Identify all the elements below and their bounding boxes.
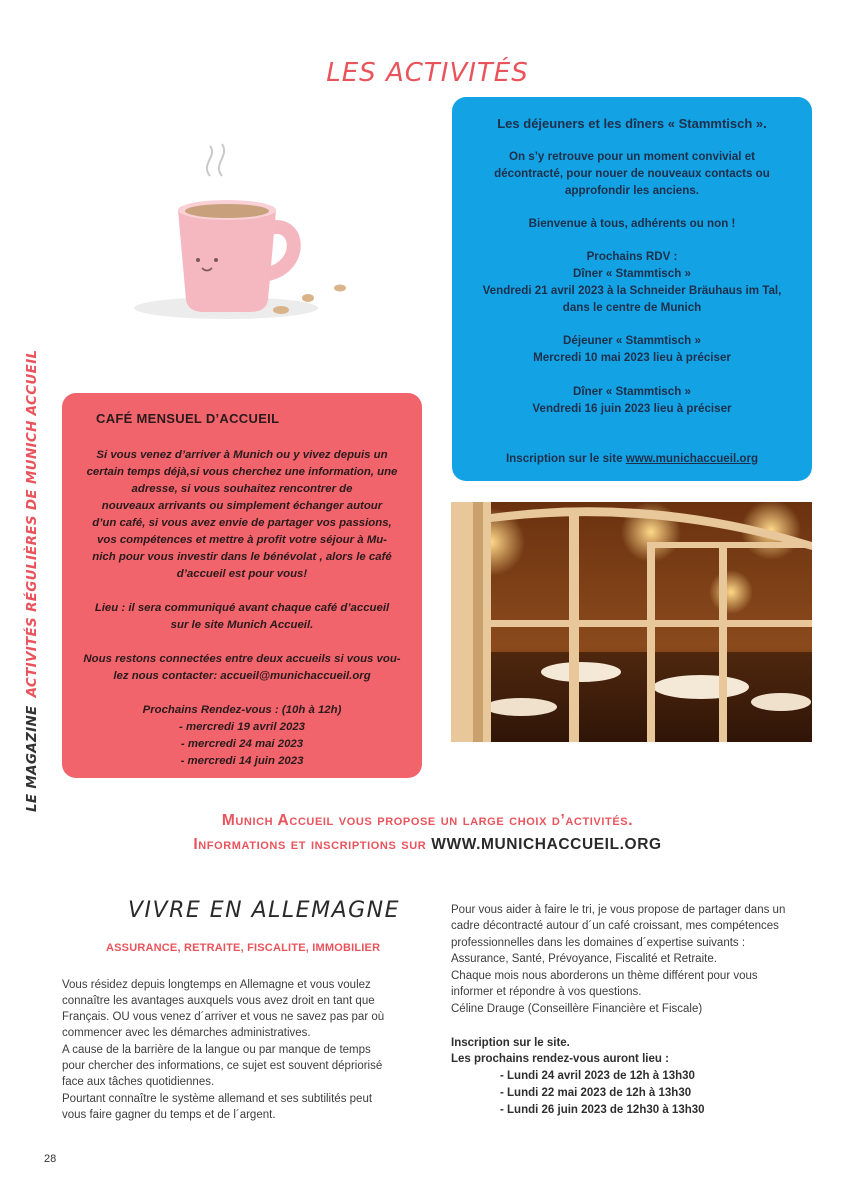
cafe-box: [62, 393, 422, 778]
stammtisch-line: On s’y retrouve pour un moment convivial et: [508, 150, 756, 163]
cafe-line: vos compétences et mettre à profit votre séjour à Mu-: [97, 534, 387, 546]
body-line: Pourtant connaître le système allemand et ses subtilités peut: [62, 1093, 373, 1105]
inscription-note: Inscription sur le site.: [451, 1037, 570, 1049]
cafe-line: nich pour vous investir dans le bénévolat , alors le café: [92, 551, 392, 563]
meeting-date: - Lundi 24 avril 2023 de 12h à 13h30: [500, 1070, 695, 1082]
body-line: professionnelles dans les domaines d´expertise suivants :: [451, 937, 746, 949]
inscription-prefix: Inscription sur le site: [505, 452, 626, 465]
body-line: Vous résidez depuis longtemps en Allemagne et vous voulez: [62, 979, 371, 991]
stammtisch-line: Vendredi 16 juin 2023 lieu à préciser: [532, 402, 732, 415]
body-line: Chaque mois nous aborderons un thème différent pour vous: [451, 970, 758, 982]
coffee-mug-illustration: [118, 140, 358, 330]
meeting-date: - Lundi 26 juin 2023 de 12h30 à 13h30: [500, 1104, 705, 1116]
cafe-line: d’accueil est pour vous!: [176, 568, 308, 580]
stammtisch-line: Prochains RDV :: [586, 250, 678, 263]
section-subtitle: ASSURANCE, RETRAITE, FISCALITE, IMMOBILIER: [106, 942, 381, 954]
meeting-date: - Lundi 22 mai 2023 de 12h à 13h30: [500, 1087, 692, 1099]
stammtisch-line: approfondir les anciens.: [564, 184, 699, 197]
body-line: commencer avec les démarches administratives.: [62, 1027, 311, 1039]
side-label-main: LE MAGAZINE: [24, 705, 40, 812]
body-line: Pour vous aider à faire le tri, je vous propose de partager dans un: [451, 904, 786, 916]
stammtisch-line: Bienvenue à tous, adhérents ou non !: [528, 217, 736, 230]
stammtisch-line: dans le centre de Munich: [562, 301, 702, 314]
stammtisch-line: décontracté, pour nouer de nouveaux contacts ou: [494, 167, 770, 180]
stammtisch-box: [452, 97, 812, 481]
cafe-line: nouveaux arrivants ou simplement échanger autour: [101, 500, 383, 512]
cafe-line: d’un café, si vous avez envie de partager vos passions,: [92, 517, 392, 529]
stammtisch-title: Les déjeuners et les dîners « Stammtisch ».: [497, 116, 767, 131]
page-title: LES ACTIVITÉS: [326, 58, 529, 88]
body-line: Céline Drauge (Conseillère Financière et Fiscale): [451, 1003, 703, 1015]
body-line: Assurance, Santé, Prévoyance, Fiscalité et Retraite.: [451, 953, 717, 965]
section-title: VIVRE EN ALLEMAGNE: [128, 898, 401, 923]
stammtisch-line: Vendredi 21 avril 2023 à la Schneider Bräuhaus im Tal,: [482, 284, 782, 297]
stammtisch-line: Dîner « Stammtisch »: [573, 385, 691, 398]
cafe-line: Prochains Rendez-vous : (10h à 12h): [142, 704, 342, 716]
promo-line-2: [0, 836, 855, 854]
body-line: pour chercher des informations, ce sujet est souvent dépriorisé: [62, 1060, 383, 1072]
next-meetings-label: Les prochains rendez-vous auront lieu :: [451, 1053, 669, 1065]
body-line: connaître les avantages auxquels vous avez droit en tant que: [62, 995, 375, 1007]
promo-website[interactable]: WWW.MUNICHACCUEIL.ORG: [431, 836, 662, 853]
cafe-line: adresse, si vous souhaitez rencontrer de: [131, 483, 353, 495]
promo-line-1: Munich Accueil vous propose un large choix d’activités.: [221, 812, 634, 829]
body-line: Français. OU vous venez d´arriver et vous ne savez pas par où: [62, 1011, 385, 1023]
side-label: [24, 349, 48, 812]
cafe-line: certain temps déjà,si vous cherchez une information, une: [86, 466, 398, 478]
cafe-line: Lieu : il sera communiqué avant chaque café d’accueil: [94, 602, 390, 614]
promo-line-2-prefix: Informations et inscriptions sur: [193, 836, 432, 853]
stammtisch-line: Dîner « Stammtisch »: [573, 267, 691, 280]
cafe-line: Nous restons connectées entre deux accueils si vous vou-: [83, 653, 401, 665]
cafe-line: Si vous venez d’arriver à Munich ou y vivez depuis un: [96, 449, 388, 461]
stammtisch-line: Mercredi 10 mai 2023 lieu à préciser: [533, 351, 731, 364]
side-label-accent: ACTIVITÉS RÉGULIÈRES DE MUNICH ACCUEIL: [24, 349, 40, 698]
body-line: informer et répondre à vos questions.: [451, 986, 642, 998]
cafe-line: lez nous contacter: accueil@munichaccueil.org: [113, 670, 371, 682]
body-line: vous faire gagner du temps et de l´argent.: [62, 1109, 276, 1121]
cafe-date: - mercredi 24 mai 2023: [180, 738, 304, 750]
page-number: 28: [44, 1153, 57, 1165]
body-line: A cause de la barrière de la langue ou par manque de temps: [62, 1044, 371, 1056]
cafe-date: - mercredi 14 juin 2023: [180, 755, 304, 767]
cafe-date: - mercredi 19 avril 2023: [178, 721, 305, 733]
website-link[interactable]: www.munichaccueil.org: [625, 452, 759, 465]
cafe-title: CAFÉ MENSUEL D’ACCUEIL: [96, 411, 280, 426]
body-line: face aux tâches quotidiennes.: [62, 1076, 215, 1088]
restaurant-photo: [451, 502, 812, 742]
stammtisch-inscription: [452, 450, 812, 467]
cafe-line: sur le site Munich Accueil.: [170, 619, 314, 631]
body-line: cadre décontracté autour d´un café croissant, mes compétences: [451, 920, 779, 932]
stammtisch-line: Déjeuner « Stammtisch »: [563, 334, 701, 347]
